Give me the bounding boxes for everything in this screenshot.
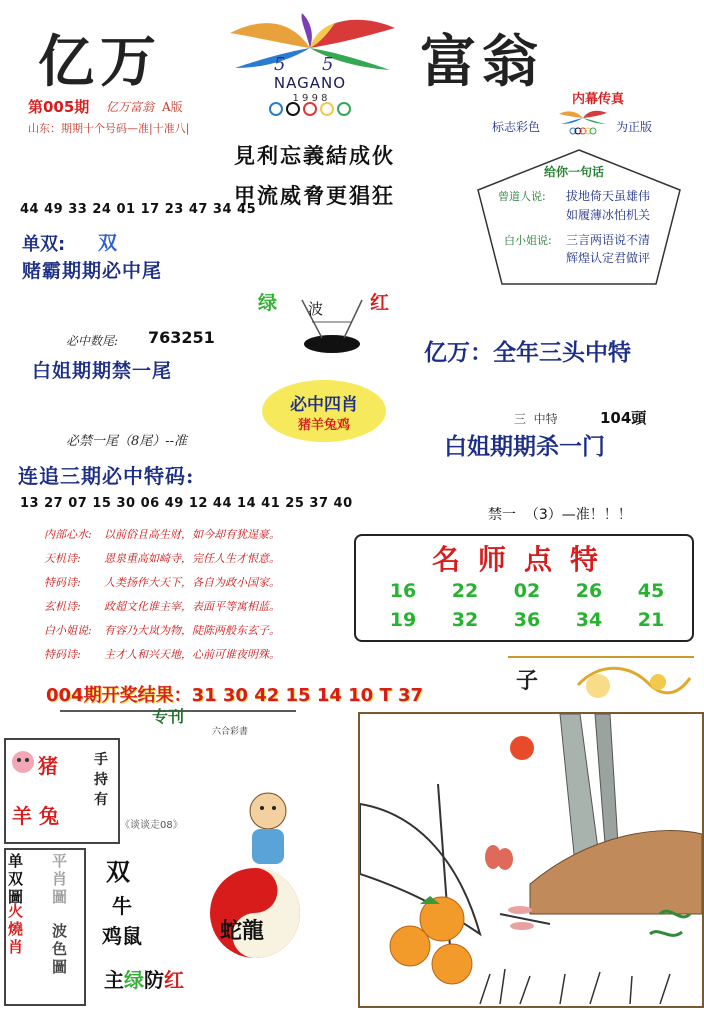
poems-block [44,526,364,676]
pentagon-line1a: 拔地倚天虽雄伟 [566,189,651,203]
bizhong-wei-value: 763251 [148,328,215,347]
fax-title: 内幕传真 [572,92,625,107]
issue-label: 第005期 [28,98,90,116]
poem-row: 特码诗: 人类扬作大天下，各自为政小国家。 [44,576,280,589]
pentagon-title: 给你一句话 [544,165,605,179]
lianzhui-title: 连追三期必中特码: [18,464,195,488]
danshuang-tagline: 赌霸期期必中尾 [22,260,163,282]
sixiao-animals: 猪羊兔鸡 [297,418,350,433]
pentagon-line1-label: 曾道人说: [498,190,546,203]
cartoon-figure [218,786,318,876]
mingshi-number: 19 [389,609,417,631]
zi-label: 子 [516,668,539,694]
poem-row: 白小姐说: 有容乃大岚为物，陡陈两般东玄子。 [44,624,280,637]
snake-dragon-label: 蛇龍 [220,918,265,944]
sun-icon [510,736,534,760]
title-right: 富翁 [420,29,544,95]
sixiao-title: 必中四肖 [290,395,358,415]
mingshi-number: 16 [389,580,417,602]
svg-text:5: 5 [274,54,286,75]
col-fire: 火燒肖 [8,902,24,956]
bizhong-wei-tagline: 白姐期期禁一尾 [32,360,173,382]
danshuang-value: 双 [98,232,118,254]
svg-text:5: 5 [322,54,334,75]
slogan-line1: 見利忘義結成伙 [234,143,395,168]
hill-icon [530,831,702,914]
mingshi-number: 26 [575,580,603,602]
grass-icon [480,969,670,1004]
mini-logo-icon [556,108,610,136]
liuhe-label: 六合彩書 [212,727,249,737]
issue-grade: A版 [162,100,183,114]
pig-label: 猪 [38,754,58,778]
shuang-big: 双 [106,857,130,886]
pentagon-line2-label: 白小姐说: [504,234,552,247]
baijie-sha: 白姐期期杀一门 [444,434,605,460]
red-label: 红 [164,968,184,992]
cartoon-kid-icon [218,786,318,876]
green-label: 绿 [124,968,144,992]
col-wave: 波色圖 [52,922,68,976]
issue-subtitle: 山东：期期十个号码—准|十准八| [28,122,190,135]
mingshi-number: 02 [513,580,541,602]
numbers-mid: 13 27 07 15 30 06 49 12 44 14 41 25 37 40 [20,496,353,511]
bizhong-wei-label: 必中数尾: [66,334,119,348]
sheep-rabbit-label: 羊 兔 [12,804,59,828]
poem-row: 内部心水: 以前俗且高生财，如今却有犹逞豪。 [44,528,280,541]
quote-label: 《谈谈走08》 [120,820,183,831]
pentagon-line2a: 三言两语说不清 [566,233,651,247]
santou-value: 104頭 [600,409,647,427]
flower-logo-icon [230,13,395,75]
result-line: 004期开奖结果：31 30 42 15 14 10 T 37 [46,685,424,706]
poem-row: 玄机诗: 政超文化谁主宰，表面平等寓相蓝。 [44,600,280,613]
mingshi-number: 32 [451,609,479,631]
poem-row: 天机诗: 恩泉重高如崎寺，完任人生才恨意。 [44,552,280,565]
olympic-rings-icon [270,103,350,115]
title-left: 亿万 [38,29,162,95]
yin-yang-icon [208,866,302,960]
jinyi: 禁一 （3）—准！！！ [488,507,632,523]
bowl-mid: 波 [308,300,324,318]
santou-prefix: 三 中特 [514,412,558,426]
animals-a: 牛 [112,894,132,918]
mingshi-number: 34 [575,609,603,631]
logo-year: 1 9 9 8 [292,93,328,104]
mingshi-number: 21 [637,609,665,631]
mingshi-number: 36 [513,609,541,631]
col-tou: 平肖圖 [52,852,68,906]
col-shuang: 单双圖 [8,852,24,906]
bottom-color-line [104,964,184,993]
main-label: 主 [104,968,124,992]
mingshi-number: 22 [451,580,479,602]
mingshi-number: 45 [637,580,665,602]
bijin-wei: 必禁一尾（8尾）--准 [66,434,188,449]
butterfly-icon [485,845,513,870]
poem-row: 特码诗: 主才人和兴天地，心前可谁夜明殊。 [44,648,280,661]
yiwan-slogan: 亿万：全年三头中特 [424,340,631,366]
orange-fruit-icon [390,896,472,984]
fax-right: 为正版 [616,120,653,134]
worm-icon [650,911,690,935]
slogan-line2: 甲流威脅更猖狂 [234,183,395,208]
logo-text: NAGANO [273,74,347,92]
fax-left: 标志彩色 [492,120,541,134]
pentagon-line2b: 辉煌认定君做评 [566,251,651,265]
zhuanji-label: 专刊 [152,707,185,726]
issue-brand: 亿万富翁 [106,100,155,114]
bowl-left: 绿 [258,292,278,314]
pig-icon [10,748,36,776]
bowl-right: 红 [370,292,390,314]
numbers-top: 44 49 33 24 01 17 23 47 34 45 [20,202,257,217]
vertical-label: 手持有 [94,752,108,808]
danshuang-label: 单双: [22,234,66,255]
fang-label: 防 [144,968,164,992]
nagano-logo [210,8,410,118]
nature-illustration [358,712,704,1008]
animals-b: 鸡鼠 [102,924,142,948]
pentagon-line1b: 如履薄冰怕机关 [566,208,651,222]
mingshi-title: 名师点特 [431,543,616,576]
